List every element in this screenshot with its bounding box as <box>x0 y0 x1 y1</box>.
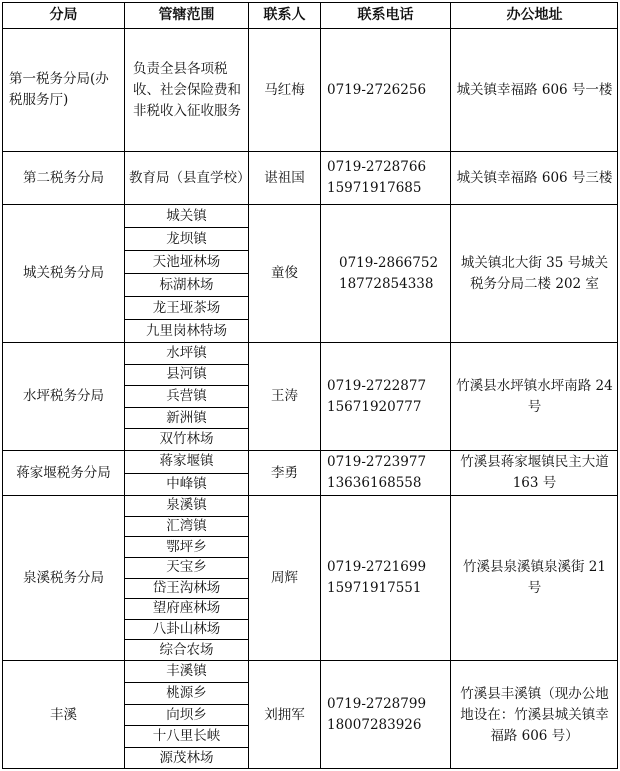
scope-area-text: 望府座林场 <box>152 600 221 617</box>
branch-name-text: 第一税务分局(办税服务厅) <box>9 71 109 108</box>
branch-name-text: 泉溪税务分局 <box>23 569 104 586</box>
contact-name <box>249 205 320 342</box>
scope-area <box>125 517 248 537</box>
scope-area-text: 龙坝镇 <box>166 230 207 247</box>
phone-number-line: 15971917685 <box>327 180 422 196</box>
phone-number-line: 13636168558 <box>327 475 422 491</box>
grid-line <box>124 747 248 748</box>
contact-name <box>249 451 320 495</box>
scope-area <box>125 558 248 578</box>
scope-area <box>125 705 248 726</box>
contact-name-text: 周辉 <box>271 569 298 586</box>
grid-line <box>124 557 248 558</box>
office-address <box>451 451 618 495</box>
scope-area-text: 天宝乡 <box>166 559 207 576</box>
phone-number-line: 0719-2728799 <box>327 696 427 712</box>
grid-line <box>124 578 248 579</box>
grid-line <box>124 473 248 474</box>
scope-area <box>125 251 248 273</box>
contact-name <box>249 343 320 450</box>
contact-name-text: 谌祖国 <box>264 169 305 186</box>
phone-number-line: 0719-2726256 <box>327 81 427 98</box>
scope-area-text: 双竹林场 <box>159 431 214 448</box>
phone-number-line: 0719-2721699 <box>327 559 427 575</box>
scope-area-text: 九里岗林特场 <box>146 322 227 339</box>
scope-area-text: 泉溪镇 <box>166 497 207 514</box>
scope-area <box>125 496 248 516</box>
branch-name-text: 城关税务分局 <box>23 265 104 281</box>
header-address-text: 办公地址 <box>506 7 563 23</box>
phone-number-line: 0719-2728766 <box>327 159 427 175</box>
scope-area-text: 水坪镇 <box>166 344 207 361</box>
phone-number-line: 18772854338 <box>339 275 434 292</box>
scope-area-text: 城关镇 <box>166 207 207 224</box>
grid-line <box>124 364 248 365</box>
phone-number <box>321 661 450 769</box>
scope-area <box>125 748 248 769</box>
header-scope-text: 管辖范围 <box>158 7 215 23</box>
scope-area <box>125 365 248 386</box>
scope-area <box>125 386 248 407</box>
scope-area <box>125 661 248 682</box>
scope-area <box>125 537 248 557</box>
scope-area <box>125 205 248 227</box>
branch-name <box>3 496 124 660</box>
grid-line <box>124 385 248 386</box>
scope-area-text: 兵营镇 <box>166 387 207 404</box>
phone-number <box>321 29 450 151</box>
phone-number <box>321 451 450 495</box>
office-address-text: 竹溪县丰溪镇（现办公地地设在：竹溪县城关镇幸福路 606 号） <box>460 685 609 744</box>
scope-area <box>125 726 248 747</box>
scope-area <box>125 620 248 640</box>
scope-area-text: 十八里长峡 <box>152 728 221 745</box>
scope-area-text: 新洲镇 <box>166 409 207 426</box>
contact-name <box>249 29 320 151</box>
branch-name-text: 水坪税务分局 <box>23 388 104 404</box>
scope-area <box>125 29 248 151</box>
phone-number-line: 0719-2866752 <box>339 254 439 271</box>
contact-name <box>249 152 320 204</box>
scope-area-text: 八卦山林场 <box>152 621 221 638</box>
scope-area-text: 综合农场 <box>159 641 214 658</box>
scope-area <box>125 408 248 429</box>
grid-line <box>124 428 248 429</box>
phone-number-line: 15671920777 <box>327 398 422 415</box>
branch-name <box>3 29 124 151</box>
header-phone-text: 联系电话 <box>357 7 414 23</box>
grid-line <box>124 273 248 274</box>
header-branch <box>3 3 124 28</box>
office-address-text: 竹溪县蒋家堰镇民主大道 163 号 <box>460 454 609 491</box>
office-address <box>451 661 618 769</box>
contact-name <box>249 496 320 660</box>
office-address <box>451 29 618 151</box>
office-address-text: 竹溪县泉溪镇泉溪街 21 号 <box>463 559 606 596</box>
office-address-text: 竹溪县水坪镇水坪南路 24 号 <box>456 377 613 415</box>
office-address-text: 城关镇幸福路 606 号一楼 <box>456 81 613 98</box>
scope-area-text: 鄂坪乡 <box>166 538 207 555</box>
phone-number <box>321 343 450 450</box>
office-address <box>451 343 618 450</box>
scope-area <box>125 320 248 342</box>
grid-line <box>124 619 248 620</box>
scope-area-text: 丰溪镇 <box>166 662 207 679</box>
scope-area <box>125 343 248 364</box>
scope-area <box>125 579 248 599</box>
scope-area-text: 向坝乡 <box>166 706 207 723</box>
branch-name <box>3 451 124 495</box>
branch-name-text: 第二税务分局 <box>23 169 104 186</box>
contact-name-text: 刘拥军 <box>264 706 305 723</box>
grid-line <box>124 516 248 517</box>
grid-line <box>124 536 248 537</box>
scope-area-text: 桃源乡 <box>166 684 207 701</box>
header-address <box>451 3 618 28</box>
scope-area <box>125 152 251 204</box>
phone-number-line: 15971917551 <box>327 580 422 596</box>
scope-area <box>125 640 248 660</box>
phone-number-line: 0719-2723977 <box>327 454 427 470</box>
grid-line <box>124 725 248 726</box>
grid-line <box>124 296 248 297</box>
office-address <box>451 496 618 660</box>
grid-line <box>124 682 248 683</box>
scope-area-text: 岱王沟林场 <box>152 579 221 596</box>
branch-name-text: 丰溪 <box>50 706 77 723</box>
office-address <box>451 152 618 204</box>
header-contact <box>249 3 320 28</box>
scope-area-text: 源茂林场 <box>159 750 214 767</box>
contact-name-text: 马红梅 <box>264 81 305 98</box>
office-address-text: 城关镇幸福路 606 号三楼 <box>456 169 613 186</box>
scope-area <box>125 599 248 619</box>
scope-area-text: 龙王垭茶场 <box>152 299 221 316</box>
scope-area <box>125 451 248 473</box>
grid-line <box>124 250 248 251</box>
office-address <box>451 205 618 342</box>
header-phone <box>321 3 450 28</box>
scope-area <box>125 429 248 450</box>
scope-area <box>125 274 248 296</box>
phone-number-line: 18007283926 <box>327 717 422 733</box>
header-scope <box>125 3 248 28</box>
grid-line <box>124 704 248 705</box>
scope-area-text: 汇湾镇 <box>166 517 207 534</box>
grid-line <box>124 227 248 228</box>
scope-area-text: 天池垭林场 <box>152 253 221 270</box>
branch-name <box>3 205 124 342</box>
grid-line <box>124 319 248 320</box>
contact-name-text: 王涛 <box>271 388 298 404</box>
phone-number <box>321 152 450 204</box>
branch-name <box>3 152 124 204</box>
scope-area-text: 负责全县各项税收、社会保险费和非税收入征收服务 <box>133 60 241 119</box>
branch-name-text: 蒋家堰税务分局 <box>16 464 111 481</box>
phone-number <box>321 496 450 660</box>
scope-area-text: 县河镇 <box>166 366 207 383</box>
contact-name-text: 李勇 <box>271 464 298 481</box>
scope-area <box>125 474 248 496</box>
scope-area <box>125 683 248 704</box>
grid-line <box>124 407 248 408</box>
office-address-text: 城关镇北大街 35 号城关税务分局二楼 202 室 <box>460 254 609 292</box>
grid-line <box>124 598 248 599</box>
scope-area-text: 中峰镇 <box>166 475 207 492</box>
scope-area-text: 标湖林场 <box>159 276 214 293</box>
branch-name <box>3 661 124 769</box>
branch-name <box>3 343 124 450</box>
contact-name-text: 童俊 <box>271 265 298 281</box>
scope-area-text: 蒋家堰镇 <box>159 453 214 470</box>
grid-line <box>124 639 248 640</box>
phone-number <box>321 205 450 342</box>
scope-area <box>125 297 248 319</box>
phone-number-line: 0719-2722877 <box>327 377 427 394</box>
contact-name <box>249 661 320 769</box>
header-branch-text: 分局 <box>49 7 78 23</box>
scope-area <box>125 228 248 250</box>
scope-area-text: 教育局（县直学校） <box>129 169 251 186</box>
header-contact-text: 联系人 <box>263 7 306 23</box>
